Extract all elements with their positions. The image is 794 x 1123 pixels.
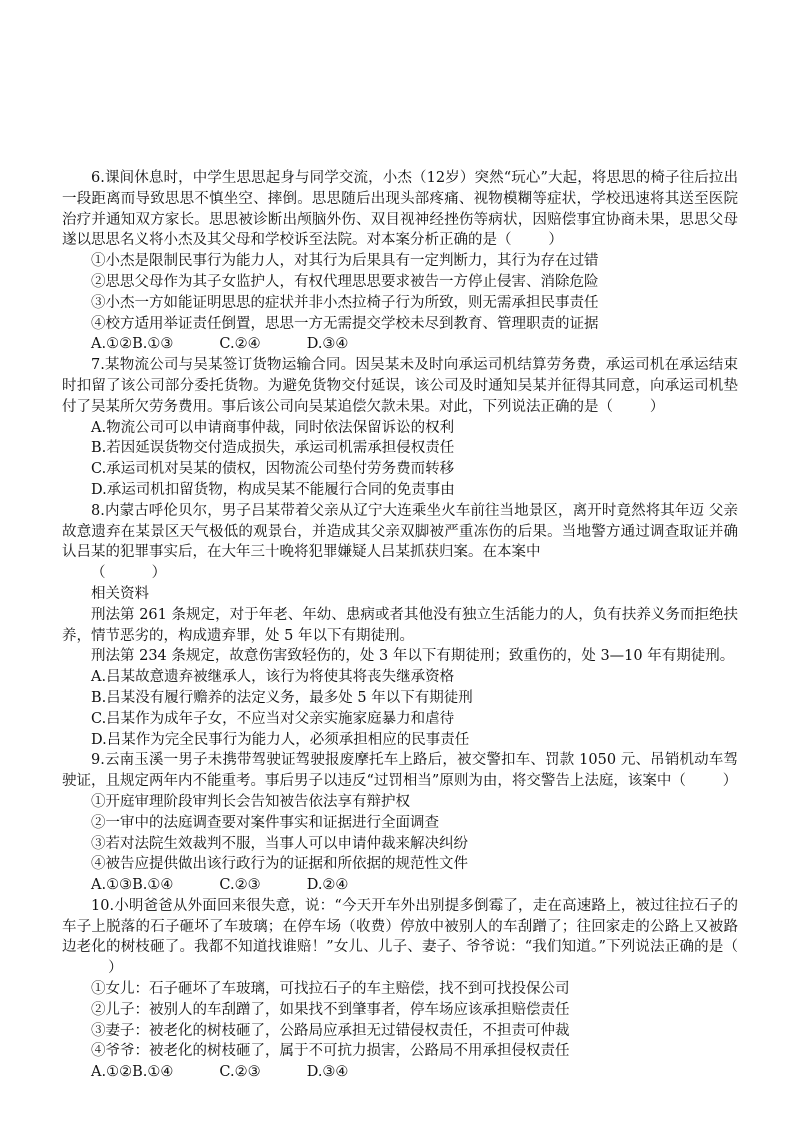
option: C.吕某作为成年子女，不应当对父亲实施家庭暴力和虐待 bbox=[91, 710, 455, 727]
question-stem: 10.小明爸爸从外面回来很失意，说：“今天开车外出别提多倒霉了，走在高速路上，被过往拉石子的车子上脱落的石子砸坏了车玻璃；在停车场（收费）停放中被别人的车刮蹭了；往回家走的公路上又被路边老化的树枝砸了。我都不知道找谁赔！”女儿、儿子、妻子、爷爷说：“我们知道。”下列说法正确的是（ ） bbox=[62, 897, 738, 977]
question-stem: 9.云南玉溪一男子未携带驾驶证驾驶报废摩托车上路后，被交警扣车、罚款 1050 元、吊销机动车驾驶证，且规定两年内不能重考。事后男子以违反“过罚相当”原则为由，将交警告上法庭，该案中（ ） bbox=[62, 752, 738, 790]
option: B.吕某没有履行赡养的法定义务，最多处 5 年以下有期徒刑 bbox=[91, 689, 473, 706]
question-stem: 7.某物流公司与吴某签订货物运输合同。因吴某未及时向承运司机结算劳务费，承运司机在承运结束时扣留了该公司部分委托货物。为避免货物交付延误，该公司及时通知吴某并征得其同意，向承运司机垫付了吴某所欠劳务费用。事后该公司向吴某追偿欠款未果。对此，下列说法正确的是（ ） bbox=[62, 357, 738, 415]
option: D.吕某作为完全民事行为能力人，必须承担相应的民事责任 bbox=[91, 731, 470, 748]
answer-blank: （ ） bbox=[91, 565, 167, 582]
option: ④校方适用举证责任倒置，思思一方无需提交学校未尽到教育、管理职责的证据 bbox=[91, 315, 599, 332]
option: ②思思父母作为其子女监护人，有权代理思思要求被告一方停止侵害、消除危险 bbox=[91, 273, 599, 290]
option: C.承运司机对吴某的债权，因物流公司垫付劳务费而转移 bbox=[91, 461, 455, 478]
option: ③小杰一方如能证明思思的症状并非小杰拉椅子行为所致，则无需承担民事责任 bbox=[91, 294, 599, 311]
option: ①开庭审理阶段审判长会告知被告依法享有辩护权 bbox=[91, 793, 410, 810]
material-title: 相关资料 bbox=[91, 585, 149, 602]
option: ④爷爷：被老化的树枝砸了，属于不可抗力损害，公路局不用承担侵权责任 bbox=[91, 1043, 570, 1060]
option: ②儿子：被别人的车刮蹭了，如果找不到肇事者，停车场应该承担赔偿责任 bbox=[91, 1001, 570, 1018]
question-10 bbox=[62, 896, 738, 1083]
option: D.承运司机扣留货物，构成吴某不能履行合同的免责事由 bbox=[91, 481, 455, 498]
option: ①小杰是限制民事行为能力人，对其行为后果具有一定判断力，其行为存在过错 bbox=[91, 253, 599, 270]
question-9 bbox=[62, 750, 738, 896]
answer-choices: A.①②B.①④ C.②③ D.③④ bbox=[91, 1064, 349, 1081]
question-stem: 8.内蒙古呼伦贝尔，男子吕某带着父亲从辽宁大连乘坐火车前往当地景区，离开时竟然将其年迈 父亲故意遗弃在某景区天气极低的观景台，并造成其父亲双脚被严重冻伤的后果。当地警方通过调查取证并确认吕某的犯罪事实后，在大年三十晚将犯罪嫌疑人吕某抓获归案。在本案中 bbox=[62, 502, 738, 561]
option: B.若因延误货物交付造成损失，承运司机需承担侵权责任 bbox=[91, 440, 455, 457]
option: ③妻子：被老化的树枝砸了，公路局应承担无过错侵权责任，不担责可仲裁 bbox=[91, 1022, 570, 1039]
answer-choices: A.①③B.①④ C.②③ D.②④ bbox=[91, 877, 349, 894]
option: ③若对法院生效裁判不服，当事人可以申请仲裁来解决纠纷 bbox=[91, 835, 468, 852]
option: ④被告应提供做出该行政行为的证据和所依据的规范性文件 bbox=[91, 856, 468, 873]
option: A.物流公司可以申请商事仲裁，同时依法保留诉讼的权利 bbox=[91, 419, 455, 436]
material-text: 刑法第 234 条规定，故意伤害致轻伤的，处 3 年以下有期徒刑；致重伤的，处 3—10 年有期徒刑。 bbox=[91, 648, 735, 665]
question-8 bbox=[62, 501, 738, 751]
question-7 bbox=[62, 355, 738, 501]
exam-page bbox=[62, 168, 738, 1083]
question-stem: 6.课间休息时，中学生思思起身与同学交流，小杰（12岁）突然“玩心”大起，将思思的椅子往后拉出一段距离而导致思思不慎坐空、摔倒。思思随后出现头部疼痛、视物模糊等症状，学校迅速将其送至医院治疗并通知双方家长。思思被诊断出颅脑外伤、双目视神经挫伤等病状，因赔偿事宜协商未果，思思父母遂以思思名义将小杰及其父母和学校诉至法院。对本案分析正确的是（ ） bbox=[62, 170, 738, 249]
option: ①女儿：石子砸坏了车玻璃，可找拉石子的车主赔偿，找不到可找投保公司 bbox=[91, 981, 570, 998]
option: ②一审中的法庭调查要对案件事实和证据进行全面调查 bbox=[91, 814, 439, 831]
option: A.吕某故意遗弃被继承人，该行为将使其将丧失继承资格 bbox=[91, 669, 455, 686]
material-text: 刑法第 261 条规定，对于年老、年幼、患病或者其他没有独立生活能力的人，负有扶养义务而拒绝扶养，情节恶劣的，构成遗弃罪，处 5 年以下有期徒刑。 bbox=[62, 606, 738, 644]
question-6 bbox=[62, 168, 738, 355]
answer-choices: A.①②B.①③ C.②④ D.③④ bbox=[91, 336, 349, 353]
